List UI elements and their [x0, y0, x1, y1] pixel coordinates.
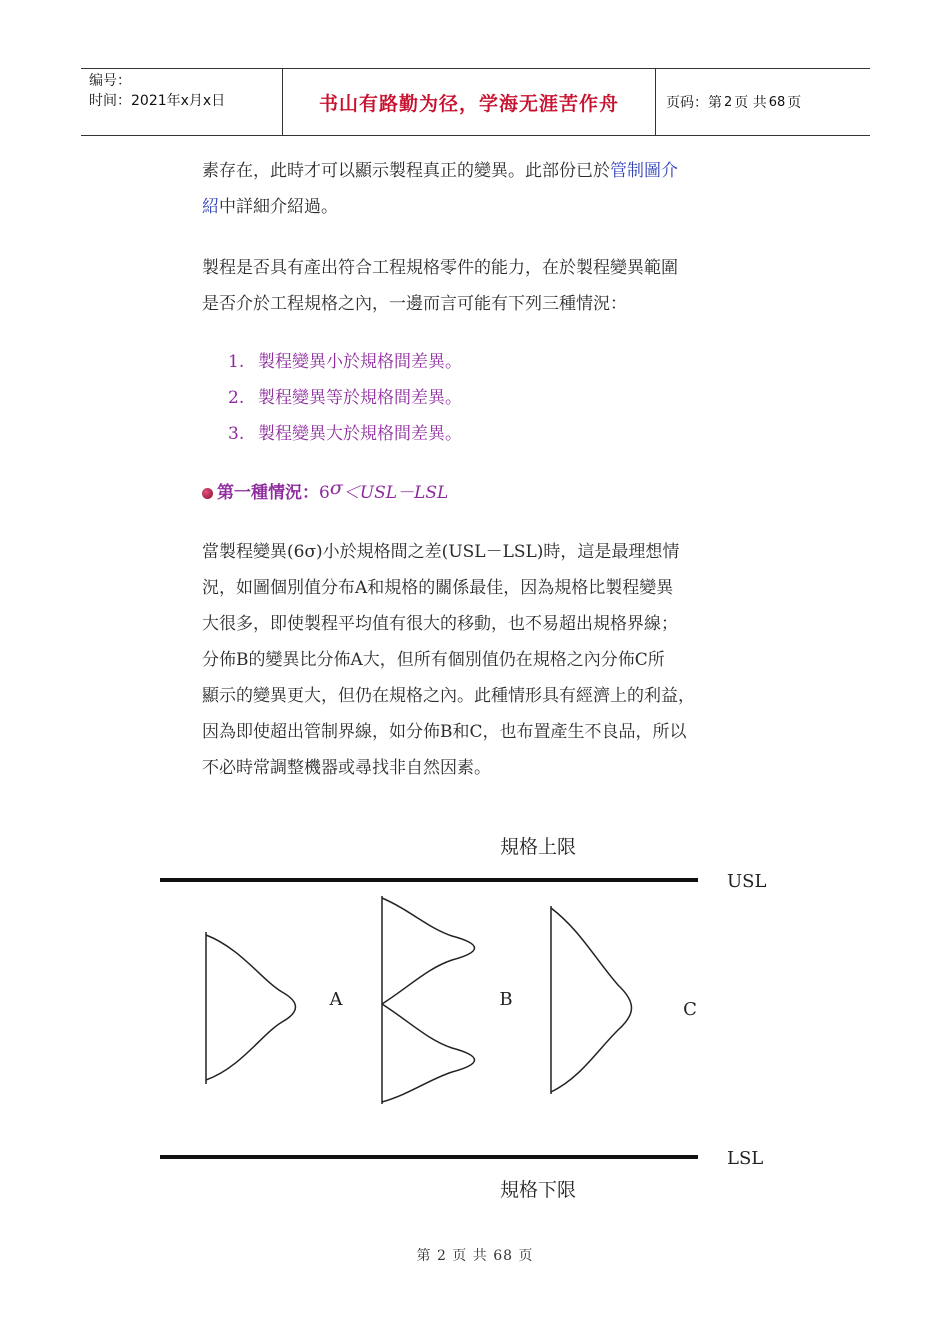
dist-b-upper-curve	[382, 898, 475, 1004]
page-mid: 页 共	[734, 95, 767, 111]
list-item-text: 製程變異大於規格間差異。	[258, 424, 462, 444]
lower-limit-title: 規格下限	[499, 1179, 577, 1201]
paragraph-3-line: 不必時常調整機器或尋找非自然因素。	[202, 758, 491, 778]
lsl-label: LSL	[727, 1148, 764, 1169]
list-item-text: 製程變異等於規格間差異。	[258, 388, 462, 408]
page-number: 2	[724, 94, 733, 110]
dist-b-lower-curve	[382, 1004, 475, 1102]
paragraph-3-line: 大很多，即使製程平均值有很大的移動，也不易超出規格界線；	[202, 614, 678, 634]
paragraph-3-line: 當製程變異(6σ)小於規格間之差(USL－LSL)時，這是最理想情	[202, 542, 680, 562]
page-end: 页	[787, 95, 802, 111]
list-item-number: 2.	[228, 388, 245, 408]
control-chart-link-cont[interactable]: 紹	[202, 197, 219, 217]
paragraph-3-line: 顯示的變異更大，但仍在規格之內。此種情形具有經濟上的利益，	[202, 686, 695, 706]
paragraph-2-line-2: 是否介於工程規格之內，一邊而言可能有下列三種情況：	[202, 294, 627, 314]
case-formula-b: ＜USL－LSL	[342, 483, 449, 503]
code-label: 编号：	[89, 73, 131, 89]
time-label: 时间：2021年x月x日	[89, 93, 226, 109]
paragraph-1-text-a: 素存在，此時才可以顯示製程真正的變異。此部份已於	[202, 161, 610, 181]
list-item-text: 製程變異小於規格間差異。	[258, 352, 462, 372]
list-item-number: 3.	[228, 424, 245, 444]
case-title: 第一種情況：	[217, 483, 319, 503]
case-formula-a: 6	[319, 483, 330, 503]
paragraph-1-text-b: 中詳細介紹過。	[219, 197, 338, 217]
control-chart-link[interactable]: 管制圖介	[610, 161, 678, 181]
motto: 书山有路勤为径，学海无涯苦作舟	[318, 92, 619, 115]
paragraph-3-line: 況，如圖個別值分布A和規格的關係最佳，因為規格比製程變異	[202, 578, 674, 598]
dist-a-curve	[206, 935, 296, 1080]
upper-limit-title: 規格上限	[499, 836, 577, 858]
paragraph-3-line: 因為即使超出管制界線，如分佈B和C，也布置產生不良品，所以	[202, 722, 687, 742]
dist-c-curve	[551, 908, 632, 1092]
usl-label: USL	[727, 871, 767, 892]
case-sigma: σ	[329, 477, 343, 499]
list-item-number: 1.	[228, 352, 245, 372]
paragraph-3-line: 分佈B的變異比分佈A大，但所有個別值仍在規格之內分佈C所	[202, 650, 665, 670]
page-total: 68	[768, 94, 786, 110]
dist-c-label: C	[683, 999, 697, 1020]
paragraph-2-line-1: 製程是否具有產出符合工程規格零件的能力，在於製程變異範圍	[202, 258, 678, 278]
page-label: 页码：第	[666, 95, 722, 111]
page-footer: 第 2 页 共 68 页	[416, 1248, 534, 1264]
dist-b-label: B	[499, 989, 513, 1010]
dist-a-label: A	[329, 989, 343, 1010]
